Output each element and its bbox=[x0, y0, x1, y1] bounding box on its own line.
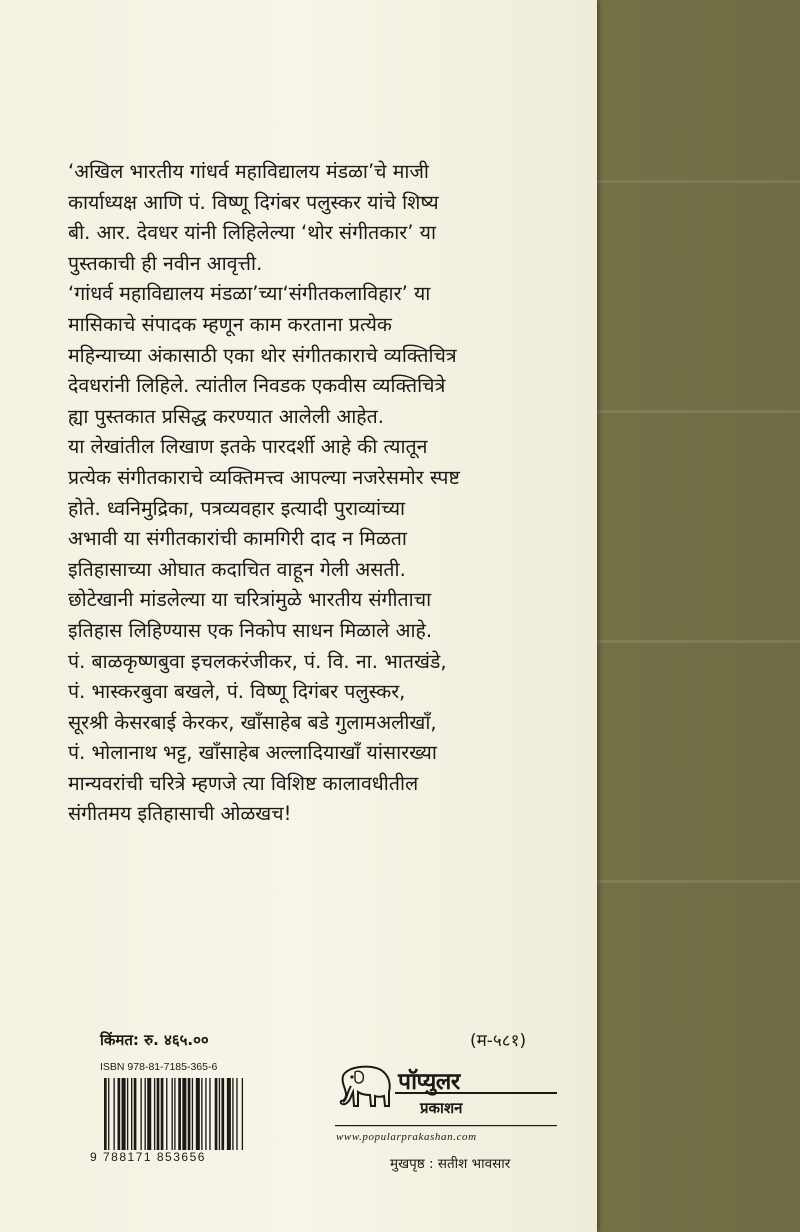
barcode-number: 9 788171 853656 bbox=[90, 1150, 206, 1164]
price-label: किंमत: रु. ४६५.०० bbox=[100, 1031, 209, 1049]
texture-streak bbox=[597, 880, 800, 883]
blurb-line: या लेखांतील लिखाण इतके पारदर्शी आहे की त्यातून bbox=[68, 435, 428, 459]
publisher-url: www.popularprakashan.com bbox=[336, 1131, 477, 1143]
blurb-line: पं. भास्करबुवा बखले, पं. विष्णू दिगंबर पलुस्कर, bbox=[68, 680, 406, 704]
blurb-line: पं. बाळकृष्णबुवा इचलकरंजीकर, पं. वि. ना. भातखंडे, bbox=[68, 649, 447, 673]
blurb-line: पुस्तकाची ही नवीन आवृत्ती. bbox=[68, 251, 263, 275]
blurb-line: छोटेखानी मांडलेल्या या चरित्रांमुळे भारतीय संगीताचा bbox=[68, 588, 432, 612]
blurb-line: ह्या पुस्तकात प्रसिद्ध करण्यात आलेली आहेत. bbox=[68, 404, 384, 428]
blurb-line: सूरश्री केसरबाई केरकर, खाँसाहेब बडे गुलामअलीखाँ, bbox=[68, 710, 437, 734]
blurb-line: होते. ध्वनिमुद्रिका, पत्रव्यवहार इत्यादी पुराव्यांच्या bbox=[68, 496, 406, 520]
blurb-line: मान्यवरांची चरित्रे म्हणजे त्या विशिष्ट कालावधीतील bbox=[68, 771, 419, 795]
blurb-line: पं. भोलानाथ भट्ट, खाँसाहेब अल्लादियाखाँ यांसारख्या bbox=[68, 741, 437, 765]
blurb-line: मासिकाचे संपादक म्हणून काम करताना प्रत्येक bbox=[68, 312, 392, 336]
barcode bbox=[100, 1078, 305, 1150]
elephant-icon bbox=[341, 1067, 390, 1106]
blurb-line: संगीतमय इतिहासाची ओळखच! bbox=[68, 802, 292, 826]
blurb-paragraph bbox=[68, 157, 588, 830]
blurb-line: देवधरांनी लिहिले. त्यांतील निवडक एकवीस व्यक्तिचित्रे bbox=[68, 374, 446, 398]
blurb-line: प्रत्येक संगीतकाराचे व्यक्तिमत्त्व आपल्या नजरेसमोर स्पष्ट bbox=[68, 465, 460, 489]
blurb-line: ‘अखिल भारतीय गांधर्व महाविद्यालय मंडळा’चे माजी bbox=[68, 160, 429, 183]
publisher-sub: प्रकाशन bbox=[420, 1099, 463, 1117]
catalog-code: (म-५८१) bbox=[470, 1031, 527, 1051]
blurb-line: इतिहास लिहिण्यास एक निकोप साधन मिळाले आहे. bbox=[68, 618, 433, 642]
blurb-line: बी. आर. देवधर यांनी लिहिलेल्या ‘थोर संगीतकार’ या bbox=[68, 221, 437, 245]
cover-credit: मुखपृष्ठ : सतीश भावसार bbox=[390, 1156, 511, 1172]
blurb-line: महिन्याच्या अंकासाठी एका थोर संगीतकाराचे व्यक्तिचित्र bbox=[68, 343, 457, 367]
texture-streak bbox=[597, 180, 800, 183]
blurb-line: इतिहासाच्या ओघात कदाचित वाहून गेली असती. bbox=[68, 557, 406, 581]
blurb-line: कार्याध्यक्ष आणि पं. विष्णू दिगंबर पलुस्कर यांचे शिष्य bbox=[68, 190, 439, 214]
blurb-line: अभावी या संगीतकारांची कामगिरी दाद न मिळता bbox=[68, 527, 407, 551]
blurb-line: ‘गांधर्व महाविद्यालय मंडळा’च्या‘संगीतकलाविहार’ या bbox=[68, 282, 431, 306]
texture-streak bbox=[597, 640, 800, 643]
publisher-name: पॉप्युलर bbox=[398, 1069, 460, 1095]
isbn-label: ISBN 978-81-7185-365-6 bbox=[100, 1061, 218, 1073]
texture-streak bbox=[597, 410, 800, 413]
